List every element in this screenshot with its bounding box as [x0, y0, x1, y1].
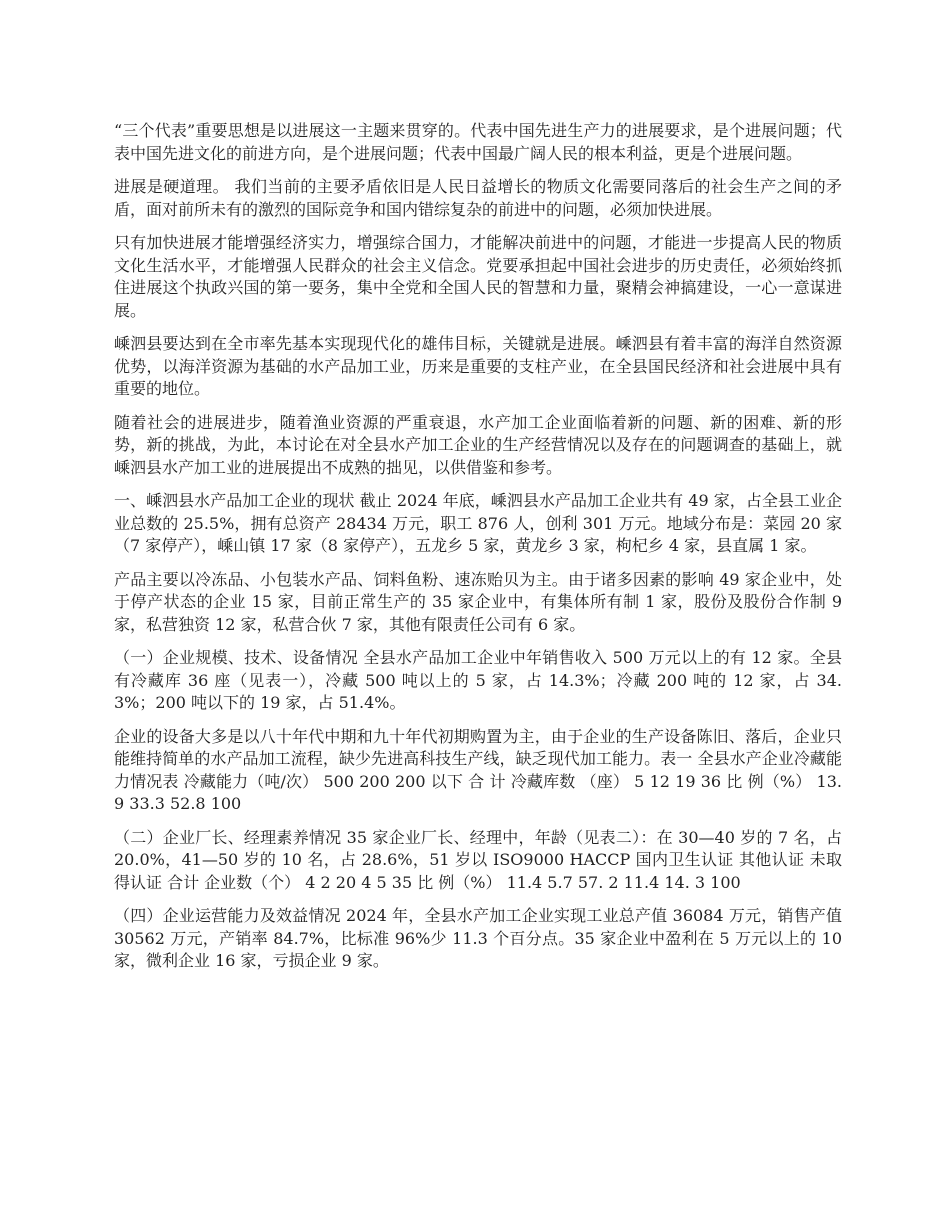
paragraph-intro: “三个代表”重要思想是以进展这一主题来贯穿的。代表中国先进生产力的进展要求，是个进展问题；代表中国先进文化的前进方向，是个进展问题；代表中国最广阔人民的根本利益，更是个进展问题。 — [114, 121, 842, 163]
paragraph-accelerate-development: 只有加快进展才能增强经济实力，增强综合国力，才能解决前进中的问题，才能进一步提高人民的物质文化生活水平，才能增强人民群众的社会主义信念。党要承担起中国社会进步的历史责任，必须始终抓住进展这个执政兴国的第一要务，集中全党和全国人民的智慧和力量，聚精会神搞建设，一心一意谋进展。 — [114, 233, 842, 320]
paragraph-equipment-table-one: 企业的设备大多是以八十年代中期和九十年代初期购置为主，由于企业的生产设备陈旧、落后，企业只能维持简单的水产品加工流程，缺少先进高科技生产线，缺乏现代加工能力。表一 全县水产企业冷藏能力情况表 冷藏能力（吨/次） 500 200 200 以下 合 计 冷藏库数 （座） 5 12 19 36 比 例（%） 13.9 33.3 52.8 100 — [114, 726, 842, 813]
paragraph-challenges: 随着社会的进展进步，随着渔业资源的严重衰退，水产加工企业面临着新的问题、新的困难、新的形势，新的挑战，为此，本讨论在对全县水产加工企业的生产经营情况以及存在的问题调查的基础上，就嵊泗县水产加工业的进展提出不成熟的拙见，以供借鉴和参考。 — [114, 412, 842, 477]
document-body — [114, 120, 842, 984]
paragraph-shengsi-goal: 嵊泗县要达到在全市率先基本实现现代化的雄伟目标，关键就是进展。嵊泗县有着丰富的海洋自然资源优势，以海洋资源为基础的水产品加工业，历来是重要的支柱产业，在全县国民经济和社会进展中具有重要的地位。 — [114, 334, 842, 398]
paragraph-products: 产品主要以冷冻品、小包装水产品、饲料鱼粉、速冻贻贝为主。由于诸多因素的影响 49 家企业中，处于停产状态的企业 15 家，目前正常生产的 35 家企业中，有集体所有制 1 家，股份及股份合作制 9 家，私营独资 12 家，私营合伙 7 家，其他有限责任公司有 6 家。 — [114, 569, 842, 634]
paragraph-development-principle: 进展是硬道理。 我们当前的主要矛盾依旧是人民日益增长的物质文化需要同落后的社会生产之间的矛盾，面对前所未有的激烈的国际竞争和国内错综复杂的前进中的问题，必须加快进展。 — [114, 177, 842, 219]
paragraph-operations-benefits: （四）企业运营能力及效益情况 2024 年，全县水产加工企业实现工业总产值 36084 万元，销售产值 30562 万元，产销率 84.7%，比标准 96%少 11.3 个百分点。35 家企业中盈利在 5 万元以上的 10 家，微利企业 16 家，亏损企业 9 家。 — [114, 906, 842, 970]
paragraph-section-status: 一、嵊泗县水产品加工企业的现状 截止 2024 年底，嵊泗县水产品加工企业共有 49 家，占全县工业企业总数的 25.5%，拥有总资产 28434 万元，职工 876 人，创利 301 万元。地域分布是：菜园 20 家（7 家停产），嵊山镇 17 家（8 家停产），五龙乡 5 家，黄龙乡 3 家，枸杞乡 4 家，县直属 1 家。 — [114, 491, 842, 555]
paragraph-scale-technology: （一）企业规模、技术、设备情况 全县水产品加工企业中年销售收入 500 万元以上的有 12 家。全县有冷藏库 36 座（见表一），冷藏 500 吨以上的 5 家，占 14.3%；冷藏 200 吨的 12 家，占 34.3%；200 吨以下的 19 家，占 51.4%。 — [114, 648, 842, 712]
paragraph-managers-table-two: （二）企业厂长、经理素养情况 35 家企业厂长、经理中，年龄（见表二）：在 30—40 岁的 7 名，占 20.0%，41—50 岁的 10 名，占 28.6%，51 岁以 ISO9000 HACCP 国内卫生认证 其他认证 未取得认证 合计 企业数（个） 4 2 20 4 5 35 比 例（%） 11.4 5.7 57. 2 11.4 14. 3 100 — [114, 827, 842, 892]
